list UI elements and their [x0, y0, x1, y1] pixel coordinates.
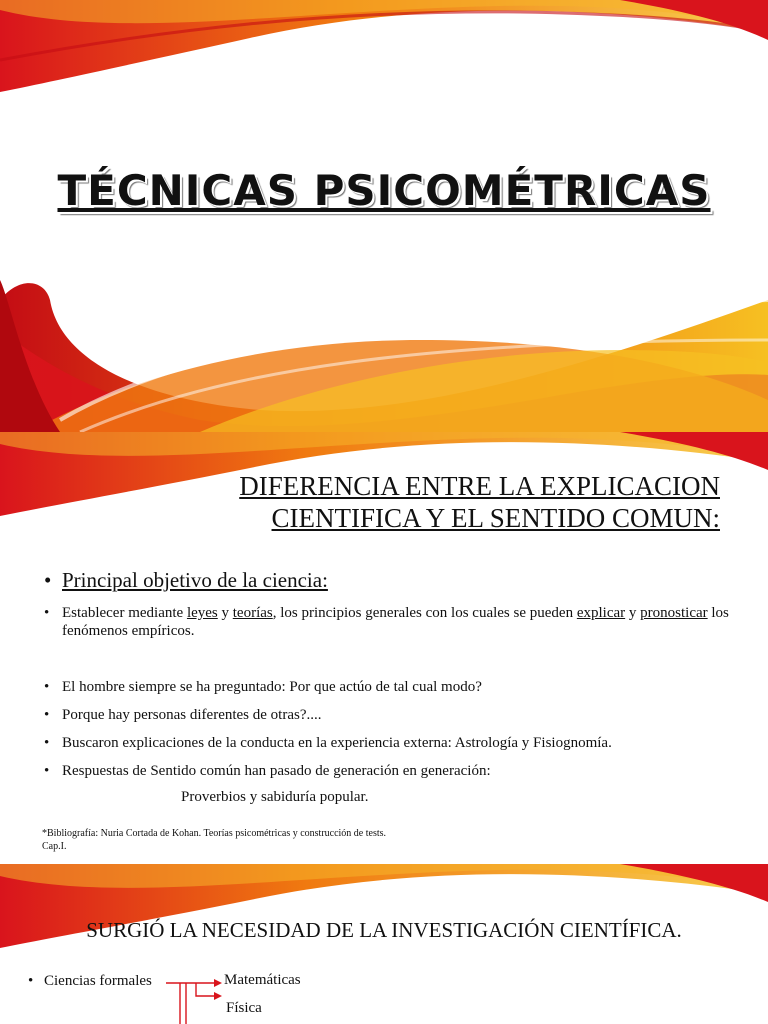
- slide-title: [239, 470, 720, 534]
- fisica-label: Física: [226, 1000, 262, 1016]
- text-segment: , los principios generales con los cuales se pueden: [272, 605, 577, 621]
- matematicas-label: Matemáticas: [224, 972, 301, 988]
- branch-arrows: [0, 864, 768, 1024]
- underlined-term: pronosticar: [640, 605, 708, 621]
- list-item: • Respuestas de Sentido común han pasado de generación en generación:: [42, 762, 742, 780]
- bullet-icon: •: [28, 973, 34, 989]
- list-item: • Porque hay personas diferentes de otras?....: [42, 706, 742, 724]
- proverbios-text: Proverbios y sabiduría popular.: [181, 789, 369, 805]
- list-item: [42, 568, 328, 593]
- slide-title-line-1: DIFERENCIA ENTRE LA EXPLICACION: [239, 471, 720, 501]
- text-segment: los fenómenos empíricos.: [62, 605, 729, 639]
- underlined-term: leyes: [186, 605, 218, 621]
- text-segment: y: [217, 605, 233, 621]
- bibliography-note: *Bibliografía: Nuria Cortada de Kohan. Teorías psicométricas y construcción de tests. Cap.I.: [42, 828, 387, 852]
- title-slide: [0, 0, 768, 432]
- bullet-list-2: [42, 678, 742, 780]
- content-slide-investigation: [0, 864, 768, 1024]
- text-segment: Establecer mediante: [62, 605, 187, 621]
- slide-title: TÉCNICAS PSICOMÉTRICAS: [57, 166, 711, 215]
- heading-list: [42, 568, 328, 593]
- list-item: [42, 604, 732, 640]
- list-item: • Buscaron explicaciones de la conducta en la experiencia externa: Astrología y Fisiognomía.: [42, 734, 742, 752]
- top-wave-decoration: [0, 0, 768, 432]
- text-segment: y: [625, 605, 641, 621]
- slide-title: SURGIÓ LA NECESIDAD DE LA INVESTIGACIÓN CIENTÍFICA.: [86, 918, 682, 942]
- list-item: • El hombre siempre se ha preguntado: Por que actúo de tal cual modo?: [42, 678, 742, 696]
- content-slide-difference: [0, 432, 768, 864]
- slide-title-line-2: CIENTIFICA Y EL SENTIDO COMUN:: [271, 503, 720, 533]
- heading-text: Principal objetivo de la ciencia:: [62, 568, 328, 592]
- bullet-list-1: [42, 604, 732, 640]
- underlined-term: teorías: [232, 605, 273, 621]
- underlined-term: explicar: [576, 605, 626, 621]
- ciencias-label: Ciencias formales: [44, 973, 152, 989]
